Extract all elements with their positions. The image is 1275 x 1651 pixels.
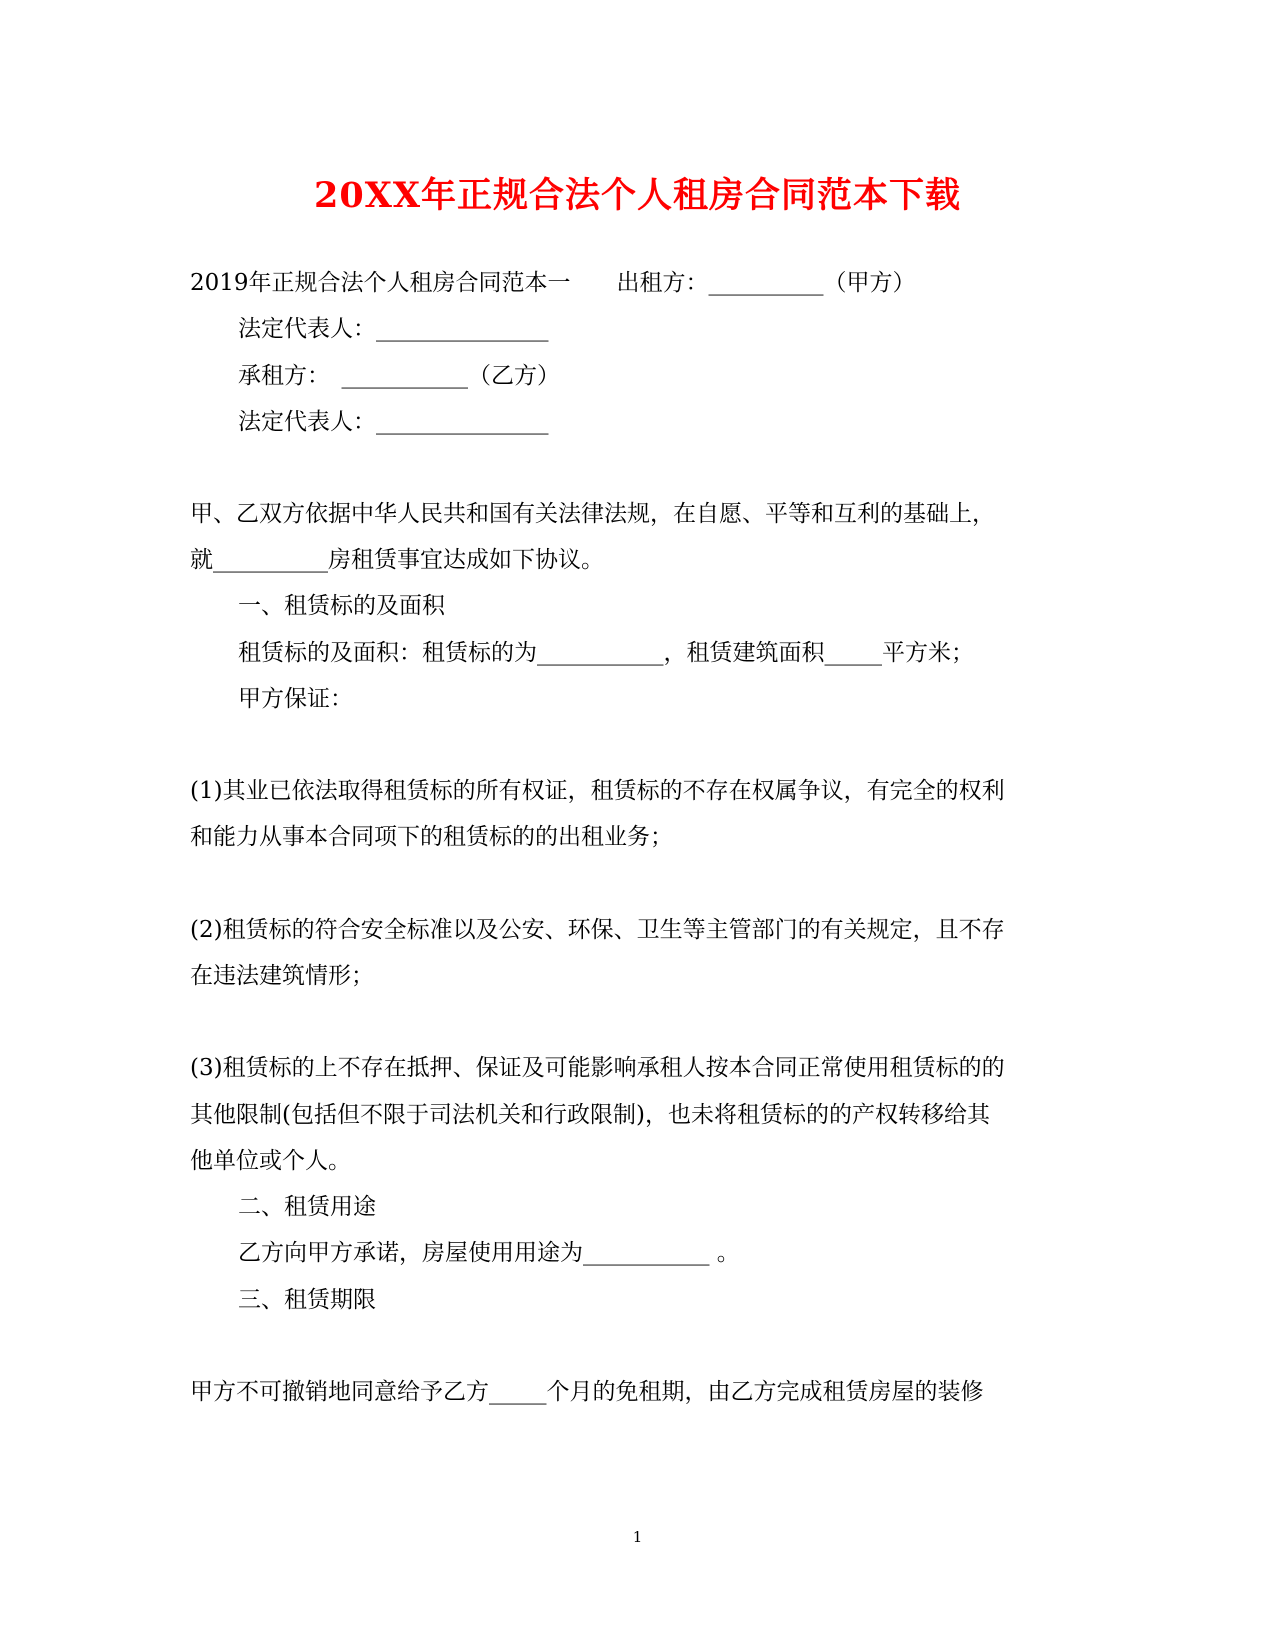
document-title: 20XX年正规合法个人租房合同范本下载 xyxy=(313,175,962,216)
clause-1-line-1: (1)其业已依法取得租赁标的所有权证，租赁标的不存在权属争议，有完全的权利 xyxy=(190,778,1005,804)
lease-subject-line: 租赁标的及面积：租赁标的为___________，租赁建筑面积_____平方米； xyxy=(238,640,974,666)
section-heading-1: 一、租赁标的及面积 xyxy=(238,593,445,619)
section-heading-2: 二、租赁用途 xyxy=(238,1194,376,1220)
clause-1-line-2: 和能力从事本合同项下的租赁标的的出租业务； xyxy=(190,824,673,850)
clause-3-line-2: 其他限制(包括但不限于司法机关和行政限制)，也未将租赁标的的产权转移给其 xyxy=(190,1102,990,1128)
clause-3-line-1: (3)租赁标的上不存在抵押、保证及可能影响承租人按本合同正常使用租赁标的的 xyxy=(190,1055,1005,1081)
section-heading-3: 三、租赁期限 xyxy=(238,1287,376,1313)
clause-2-line-1: (2)租赁标的符合安全标准以及公安、环保、卫生等主管部门的有关规定，且不存 xyxy=(190,917,1005,943)
clause-2-line-2: 在违法建筑情形； xyxy=(190,963,374,989)
rent-free-line: 甲方不可撤销地同意给予乙方_____个月的免租期，由乙方完成租赁房屋的装修 xyxy=(190,1379,984,1405)
lessee-line: 承租方： ___________（乙方） xyxy=(238,363,560,389)
preamble-line-2: 就__________房租赁事宜达成如下协议。 xyxy=(190,547,604,573)
usage-line: 乙方向甲方承诺，房屋使用用途为___________ 。 xyxy=(238,1240,740,1266)
page-number: 1 xyxy=(632,1528,643,1546)
preamble-line-1: 甲、乙双方依据中华人民共和国有关法律法规，在自愿、平等和互利的基础上， xyxy=(190,501,995,527)
lessor-guarantee-heading: 甲方保证： xyxy=(238,686,353,712)
contract-header-line: 2019年正规合法个人租房合同范本一 出租方：__________（甲方） xyxy=(190,270,916,296)
clause-3-line-3: 他单位或个人。 xyxy=(190,1148,351,1174)
legal-rep-line-lessor: 法定代表人：_______________ xyxy=(238,316,549,342)
legal-rep-line-lessee: 法定代表人：_______________ xyxy=(238,409,549,435)
